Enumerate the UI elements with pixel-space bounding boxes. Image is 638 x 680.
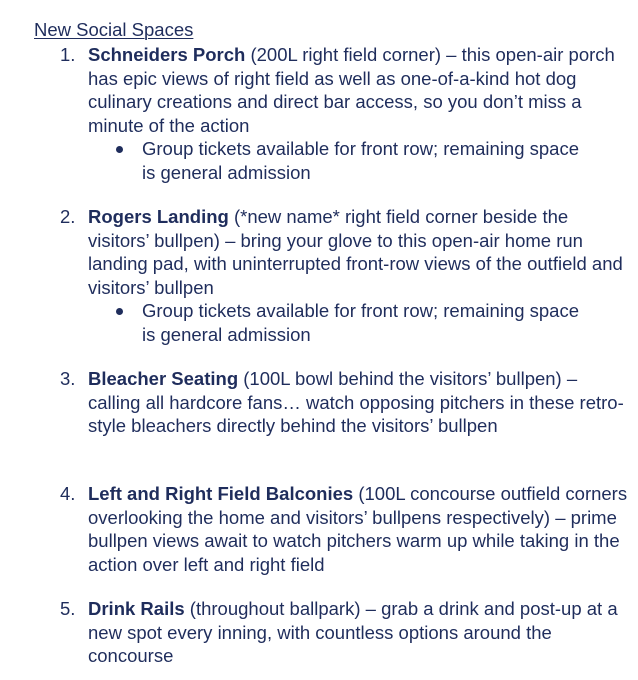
list-item-2 xyxy=(34,205,634,346)
item-number: 2. xyxy=(60,206,76,227)
item-text xyxy=(88,482,628,576)
item-number: 5. xyxy=(60,598,76,619)
item-description: (*new name* right field corner beside the visitors’ bullpen) – bring your glove to this open-air home run landing pad, with uninterrupted front-row views of the outfield and visitors’ bullpen xyxy=(88,206,623,298)
item-text xyxy=(88,597,628,668)
item-description: (100L concourse outfield corners overlooking the home and visitors’ bullpens respectively) – prime bullpen views await to watch pitchers warm up while taking in the action over left and right field xyxy=(88,483,628,575)
sub-bullet xyxy=(88,299,580,346)
item-text xyxy=(88,205,628,299)
item-text xyxy=(88,43,628,137)
bullet-text: Group tickets available for front row; remaining space is general admission xyxy=(142,300,580,345)
bullet-dot-icon xyxy=(116,308,123,315)
item-number: 1. xyxy=(60,44,76,65)
list-item-5 xyxy=(34,597,634,668)
list-item-3 xyxy=(34,367,634,438)
item-title: Schneiders Porch xyxy=(88,44,246,65)
item-description: (throughout ballpark) – grab a drink and post-up at a new spot every inning, with countless options around the concourse xyxy=(88,598,618,666)
item-title: Bleacher Seating xyxy=(88,368,239,389)
item-title: Drink Rails xyxy=(88,598,185,619)
item-title: Left and Right Field Balconies xyxy=(88,483,354,504)
list-item-1 xyxy=(34,43,634,184)
sub-bullet xyxy=(88,137,580,184)
section-heading: New Social Spaces xyxy=(34,19,194,40)
item-description: (200L right field corner) – this open-air porch has epic views of right field as well as one-of-a-kind hot dog culinary creations and direct bar access, so you don’t miss a minute of the action xyxy=(88,44,615,136)
item-number: 4. xyxy=(60,483,76,504)
item-description: (100L bowl behind the visitors’ bullpen) – calling all hardcore fans… watch opposing pitchers in these retro-style bleachers directly behind the visitors’ bullpen xyxy=(88,368,624,436)
list-item-4 xyxy=(34,482,634,576)
item-text xyxy=(88,367,628,438)
bullet-text: Group tickets available for front row; remaining space is general admission xyxy=(142,138,580,183)
item-title: Rogers Landing xyxy=(88,206,229,227)
bullet-dot-icon xyxy=(116,146,123,153)
item-number: 3. xyxy=(60,368,76,389)
